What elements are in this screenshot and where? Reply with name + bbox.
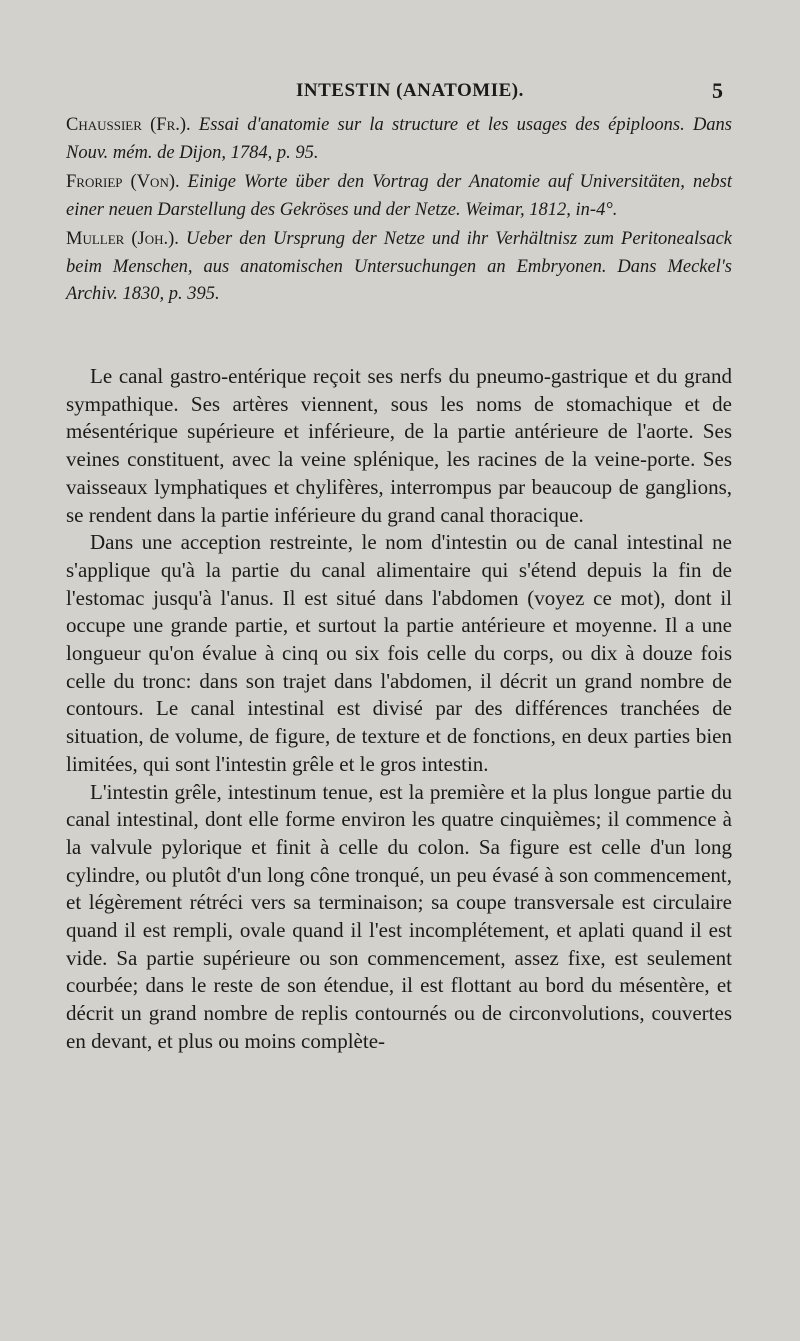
paragraph: L'intestin grêle, intestinum tenue, est la première et la plus longue partie du canal intestinal, dont elle forme environ les quatre cinquièmes; il commence à la valvule pylorique et finit à celle du colon. Sa figure est celle d'un long cylindre, ou plutôt d'un long cône tronqué, un peu évasé à son commencement, et légèrement rétréci vers sa terminaison; sa coupe transversale est circulaire quand il est rempli, ovale quand il l'est incomplétement, et aplati quand il est vide. Sa partie supérieure ou son commencement, assez fixe, est seulement courbée; dans le reste de son étendue, il est flottant au bord du mésentère, et décrit un grand nombre de replis contournés ou de circonvolutions, couvertes en devant, et plus ou moins complète- xyxy=(66,779,732,1053)
reference-text: Essai d'anatomie sur la structure et les usages des épiploons. Dans Nouv. mém. de Dijon, 1784, p. 95. xyxy=(66,115,733,163)
bibliography-block xyxy=(66,112,732,309)
page-number: 5 xyxy=(712,78,723,103)
reference-entry xyxy=(66,226,732,309)
paragraph: Dans une acception restreinte, le nom d'intestin ou de canal intestinal ne s'applique qu'à la partie du canal alimentaire qui s'étend depuis la fin de l'estomac jusqu'à l'anus. Il est situé dans l'abdomen (voyez ce mot), dont il occupe une grande partie, et surtout la partie antérieure et moyenne. Il a une longueur qu'on évalue à cinq ou six fois celle du corps, ou dix à douze fois celle du tronc: dans son trajet dans l'abdomen, il décrit un grand nombre de contours. Le canal intestinal est divisé par des différences tranchées de situation, de volume, de figure, de texture et de fonctions, en deux parties bien limitées, qui sont l'intestin grêle et le gros intestin. xyxy=(66,530,732,776)
reference-text: Ueber den Ursprung der Netze und ihr Verhältnisz zum Peritonealsack beim Menschen, aus anatomischen Untersuchungen an Embryonen. Dans Meckel's Archiv. 1830, p. 395. xyxy=(66,229,732,304)
reference-author: Chaussier (Fr.). xyxy=(66,115,191,135)
reference-entry xyxy=(66,112,732,167)
page-header xyxy=(0,80,800,110)
paragraph: Le canal gastro-entérique reçoit ses nerfs du pneumo-gastrique et du grand sympathique. Ses artères viennent, sous les noms de stomachique et de mésentérique supérieure et inférieure, de la partie antérieure de l'aorte. Ses veines constituent, avec la veine splénique, les racines de la veine-porte. Ses vaisseaux lymphatiques et chylifères, interrompus par beaucoup de ganglions, se rendent dans la partie inférieure du grand canal thoracique. xyxy=(66,364,732,527)
reference-entry xyxy=(66,169,732,224)
reference-author: Muller (Joh.). xyxy=(66,229,179,249)
reference-author: Froriep (Von). xyxy=(66,172,180,192)
running-head: INTESTIN (ANATOMIE). xyxy=(296,80,524,101)
body-text xyxy=(66,363,732,1056)
reference-text: Einige Worte über den Vortrag der Anatomie auf Universitäten, nebst einer neuen Darstellung des Gekröses und der Netze. Weimar, 1812, in-4°. xyxy=(66,172,732,220)
